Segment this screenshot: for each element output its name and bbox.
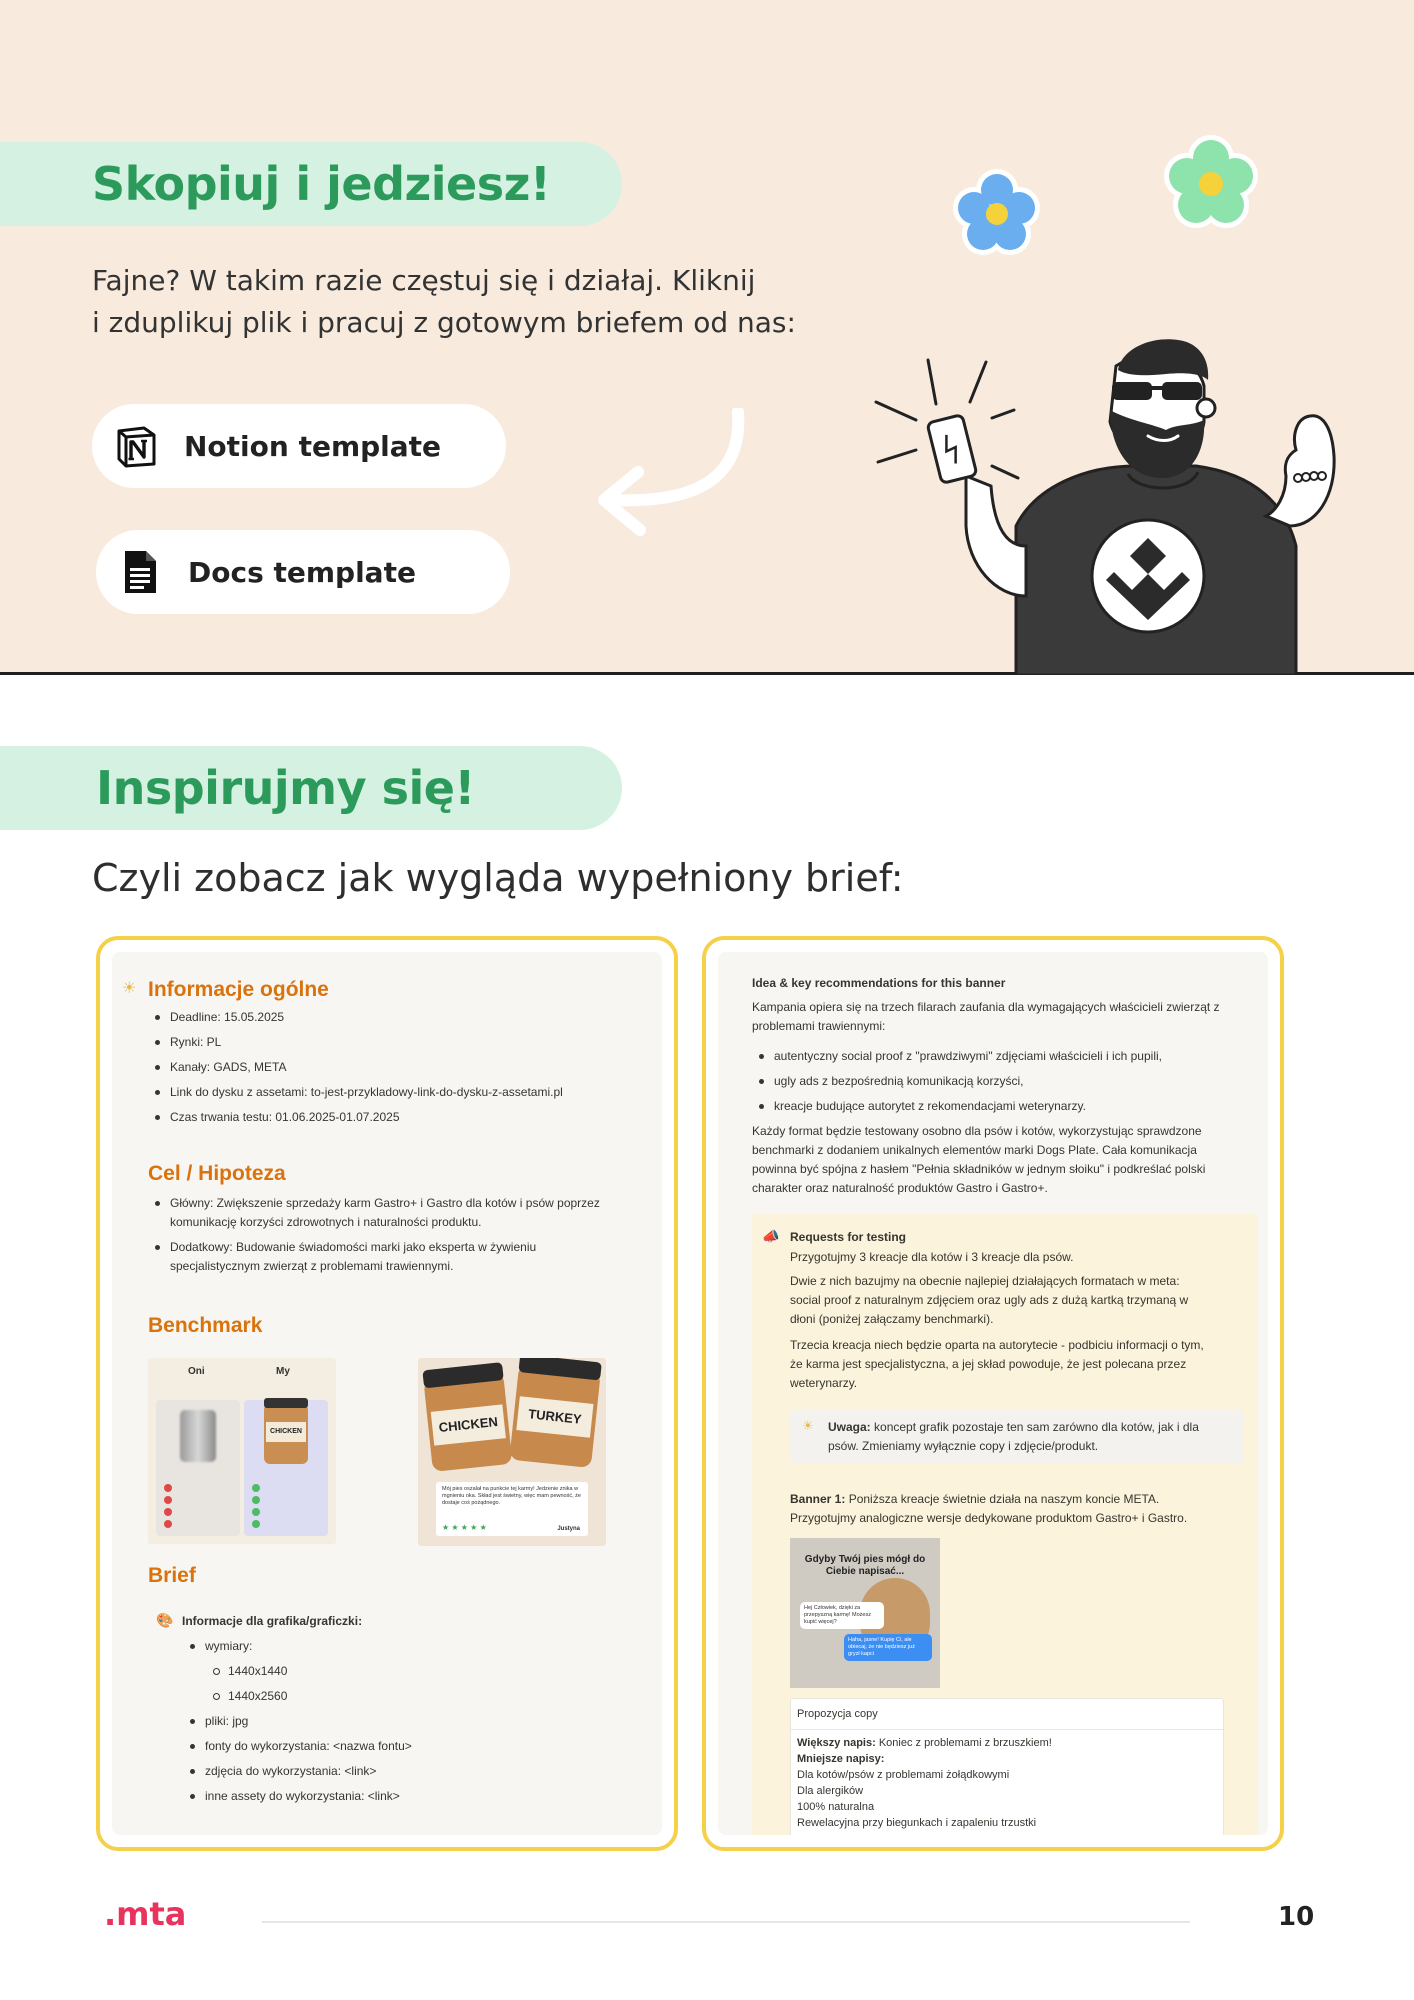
- paragraph-line: weterynarzy.: [790, 1376, 858, 1390]
- jar-label: CHICKEN: [266, 1422, 306, 1442]
- note-line: [828, 1418, 1199, 1437]
- check-icon: [252, 1496, 260, 1504]
- paragraph: [790, 1272, 1188, 1329]
- copy-line: 100% naturalna: [797, 1801, 875, 1813]
- paragraph-line: dłoni (poniżej załączamy benchmarki).: [790, 1312, 994, 1326]
- brief-preview-card-left: [96, 936, 678, 1851]
- divider: [791, 1729, 1223, 1730]
- list-item: autentyczny social proof z "prawdziwymi" zdjęciami właścicieli i ich pupili,: [774, 1047, 1162, 1066]
- list-line: Dodatkowy: Budowanie świadomości marki jako eksperta w żywieniu: [170, 1240, 537, 1254]
- brief-preview-card-right: [702, 936, 1284, 1851]
- check-icon: [252, 1520, 260, 1528]
- list-line: specjalistycznym zwierząt z problemami trawiennymi.: [170, 1259, 454, 1273]
- list-item: pliki: jpg: [205, 1712, 248, 1731]
- list-item: 1440x2560: [228, 1687, 287, 1706]
- footer-divider: [262, 1921, 1190, 1923]
- section-title: Skopiuj i jedziesz!: [92, 157, 551, 211]
- list-item: kreacje budujące autorytet z rekomendacjami weterynarzy.: [774, 1097, 1086, 1116]
- section-subtitle: Czyli zobacz jak wygląda wypełniony brief:: [92, 856, 904, 900]
- comparison-col-them: [156, 1400, 240, 1536]
- docs-template-label: Docs template: [188, 555, 416, 589]
- copy-table-header: Propozycja copy: [797, 1708, 878, 1720]
- list-item: Czas trwania testu: 01.06.2025-01.07.2025: [170, 1108, 400, 1127]
- jar-label: CHICKEN: [431, 1404, 506, 1445]
- note-label: Uwaga:: [828, 1420, 871, 1434]
- comparison-col-label: Oni: [188, 1366, 205, 1377]
- note-callout: [790, 1410, 1244, 1464]
- banner-label: Banner 1:: [790, 1492, 846, 1506]
- docs-template-button[interactable]: [96, 530, 510, 614]
- green-flower-icon: [1162, 134, 1260, 232]
- heading-benchmark: Benchmark: [148, 1314, 263, 1337]
- paragraph-line: powinna być spójna z hasłem "Pełnia składników w jednym słoiku" i podkreślać polski: [752, 1162, 1206, 1176]
- character-illustration: [866, 326, 1362, 675]
- copy-line: Rewelacyjna przy biegunkach i zapaleniu trzustki: [797, 1817, 1037, 1829]
- ad-creative-image: [790, 1538, 940, 1688]
- copy-line: [797, 1751, 1052, 1767]
- brief-subheading: Informacje dla grafika/graficzki:: [182, 1614, 363, 1628]
- heading-goal: Cel / Hipoteza: [148, 1162, 286, 1185]
- star-rating: ★ ★ ★ ★ ★: [442, 1523, 487, 1532]
- jar-image: [509, 1364, 601, 1468]
- intro-line: i zduplikuj plik i pracuj z gotowym briefem od nas:: [92, 306, 796, 339]
- idea-title: Idea & key recommendations for this banner: [752, 976, 1006, 990]
- list-item: zdjęcia do wykorzystania: <link>: [205, 1762, 376, 1781]
- benchmark-image-review: [418, 1358, 606, 1546]
- paragraph-line: social proof z naturalnym zdjęciem oraz ugly ads z dużą kartką trzymaną w: [790, 1293, 1189, 1307]
- ad-headline: Gdyby Twój pies mógł do Ciebie napisać...: [804, 1554, 926, 1577]
- palette-icon: 🎨: [156, 1612, 174, 1628]
- notion-template-label: Notion template: [184, 429, 442, 463]
- curved-arrow-icon: [590, 408, 750, 543]
- notion-template-button[interactable]: [92, 404, 506, 488]
- intro-text: [92, 260, 852, 344]
- copy-body: [797, 1735, 1052, 1831]
- list-item: ugly ads z bezpośrednią komunikacją korzyści,: [774, 1072, 1023, 1091]
- copy-label: Większy napis:: [797, 1737, 876, 1749]
- cross-icon: [164, 1520, 172, 1528]
- paragraph-line: problemami trawiennymi:: [752, 1019, 886, 1033]
- jar-lid: [518, 1358, 601, 1381]
- cross-icon: [164, 1496, 172, 1504]
- copy-line: Dla kotów/psów z problemami żołądkowymi: [797, 1769, 1010, 1781]
- heading-info: Informacje ogólne: [148, 978, 329, 1001]
- jar-image: [264, 1404, 308, 1464]
- list-line: Główny: Zwiększenie sprzedaży karm Gastro+ i Gastro dla kotów i psów poprzez: [170, 1196, 600, 1210]
- copy-label: Mniejsze napisy:: [797, 1753, 885, 1765]
- mta-logo: .mta: [104, 1895, 187, 1933]
- banner-line: Przygotujmy analogiczne wersje dedykowane produktom Gastro+ i Gastro.: [790, 1511, 1188, 1525]
- megaphone-icon: 📣: [762, 1228, 780, 1244]
- note-text: koncept grafik pozostaje ten sam zarówno dla kotów, jak i dla: [870, 1420, 1199, 1434]
- list-item: inne assety do wykorzystania: <link>: [205, 1787, 400, 1806]
- comparison-col-us: [244, 1400, 328, 1536]
- paragraph-line: że karma jest specjalistyczna, a jej skład powoduje, że jest polecana przez: [790, 1357, 1187, 1371]
- section-title: Inspirujmy się!: [96, 761, 475, 815]
- document-icon: [116, 548, 164, 596]
- chat-bubble: Haha, jasne! Kupię Ci, ale obiecaj, że nie będziesz już gryzł kapci: [844, 1634, 932, 1661]
- lightbulb-icon: ☀: [802, 1418, 814, 1433]
- hero-section: [0, 0, 1414, 675]
- paragraph-line: Trzecia kreacja niech będzie oparta na autorytecie - podbiciu informacji o tym,: [790, 1338, 1204, 1352]
- paragraph-line: charakter oraz naturalność produktów Gastro i Gastro+.: [752, 1181, 1048, 1195]
- benchmark-image-comparison: [148, 1358, 336, 1544]
- copy-line: [797, 1735, 1052, 1751]
- list-item: Kanały: GADS, META: [170, 1058, 286, 1077]
- list-item: 1440x1440: [228, 1662, 287, 1681]
- note-line: psów. Zmieniamy wyłącznie copy i zdjęcie/produkt.: [828, 1439, 1099, 1453]
- blue-flower-icon: [952, 168, 1042, 260]
- jar-label: TURKEY: [516, 1396, 593, 1438]
- section-title-pill: [0, 746, 622, 830]
- notion-icon: [112, 422, 160, 470]
- paragraph-line: Kampania opiera się na trzech filarach zaufania dla wymagających właścicieli zwierząt z: [752, 1000, 1220, 1014]
- jar-lid: [264, 1398, 308, 1408]
- jar-image: [423, 1372, 512, 1472]
- list-item: [170, 1238, 536, 1276]
- notion-page: [718, 952, 1268, 1835]
- list-item: Rynki: PL: [170, 1033, 221, 1052]
- chat-bubble: Hej Człowiek, dzięki za przepyszną karmę! Możesz kupić więcej?: [800, 1602, 884, 1629]
- notion-page: [112, 952, 662, 1835]
- paragraph: [790, 1336, 1204, 1393]
- copy-text: Koniec z problemami z brzuszkiem!: [875, 1737, 1052, 1749]
- paragraph: [752, 998, 1220, 1036]
- list-item: [170, 1194, 600, 1232]
- page-number: 10: [1278, 1902, 1315, 1932]
- review-author: Justyna: [557, 1526, 580, 1532]
- jar-lid: [422, 1362, 503, 1388]
- comparison-col-label: My: [276, 1366, 290, 1377]
- banner-text: Poniższa kreacje świetnie działa na naszym koncie META.: [845, 1492, 1160, 1506]
- review-card: [436, 1482, 588, 1536]
- banner-line: [790, 1490, 1159, 1509]
- heading-brief: Brief: [148, 1564, 196, 1587]
- blurred-can: [180, 1410, 216, 1462]
- cross-icon: [164, 1484, 172, 1492]
- paragraph: Przygotujmy 3 kreacje dla kotów i 3 kreacje dla psów.: [790, 1250, 1074, 1264]
- paragraph-line: Dwie z nich bazujmy na obecnie najlepiej działających formatach w meta:: [790, 1274, 1180, 1288]
- section-title-pill: [0, 142, 622, 226]
- review-text: Mój pies oszalał na punkcie tej karmy! Jedzenie znika w mgnieniu oka. Skład jest świetny, więc mam pewność, że dostaje coś pożądnego.: [442, 1486, 581, 1506]
- requests-title: Requests for testing: [790, 1230, 907, 1244]
- list-item: wymiary:: [205, 1637, 252, 1656]
- intro-line: Fajne? W takim razie częstuj się i działaj. Kliknij: [92, 264, 756, 297]
- list-line: komunikację korzyści zdrowotnych i naturalności produktu.: [170, 1215, 482, 1229]
- list-item: Deadline: 15.05.2025: [170, 1008, 284, 1027]
- check-icon: [252, 1484, 260, 1492]
- cross-icon: [164, 1508, 172, 1516]
- paragraph-line: benchmarki z dodaniem unikalnych elementów marki Dogs Plate. Cała komunikacja: [752, 1143, 1197, 1157]
- list-item: Link do dysku z assetami: to-jest-przykladowy-link-do-dysku-z-assetami.pl: [170, 1083, 563, 1102]
- paragraph-line: Każdy format będzie testowany osobno dla psów i kotów, wykorzystując sprawdzone: [752, 1124, 1202, 1138]
- requests-callout: [752, 1214, 1258, 1835]
- paragraph: [752, 1122, 1205, 1198]
- check-icon: [252, 1508, 260, 1516]
- lightbulb-icon: ☀: [122, 980, 137, 997]
- copy-table: [790, 1698, 1224, 1835]
- list-item: fonty do wykorzystania: <nazwa fontu>: [205, 1737, 412, 1756]
- copy-line: Dla alergików: [797, 1785, 864, 1797]
